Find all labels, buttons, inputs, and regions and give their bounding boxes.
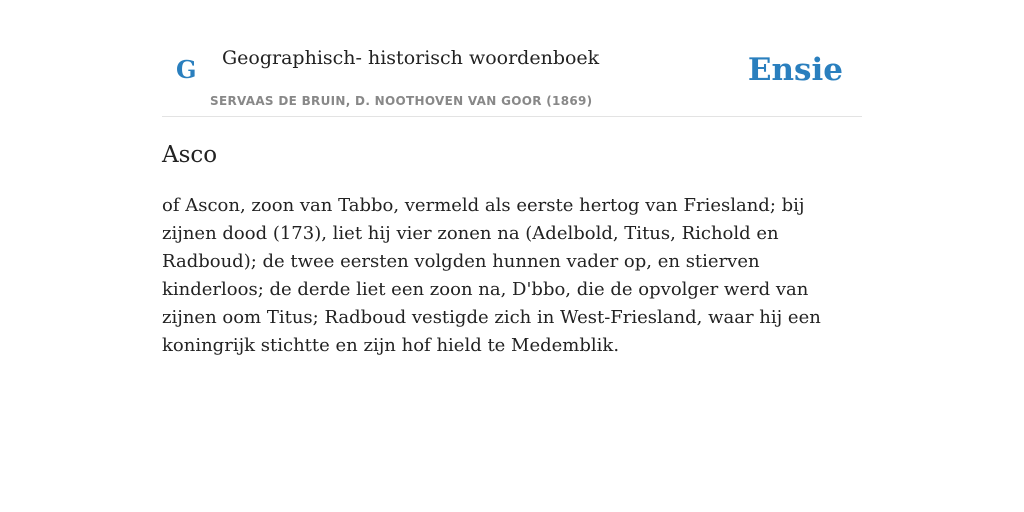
- book-title-link[interactable]: Geographisch- historisch woordenboek: [222, 47, 600, 69]
- book-letter-icon[interactable]: G: [176, 55, 197, 84]
- book-header: [162, 0, 862, 117]
- entry-body: of Ascon, zoon van Tabbo, vermeld als eerste hertog van Friesland; bij zijnen dood (173), liet hij vier zonen na (Adelbold, Titus, Richold en Radboud); de twee eersten volgden hunnen vader op, en stierven kinderloos; de derde liet een zoon na, D'bbo, die de opvolger werd van zijnen oom Titus; Radboud vestigde zich in West-Friesland, waar hij een koningrijk stichtte en zijn hof hield te Medemblik.: [162, 195, 821, 356]
- ensie-logo[interactable]: Ensie: [747, 52, 843, 88]
- book-authors: SERVAAS DE BRUIN, D. NOOTHOVEN VAN GOOR (1869): [210, 94, 593, 108]
- entry-title: Asco: [162, 142, 218, 168]
